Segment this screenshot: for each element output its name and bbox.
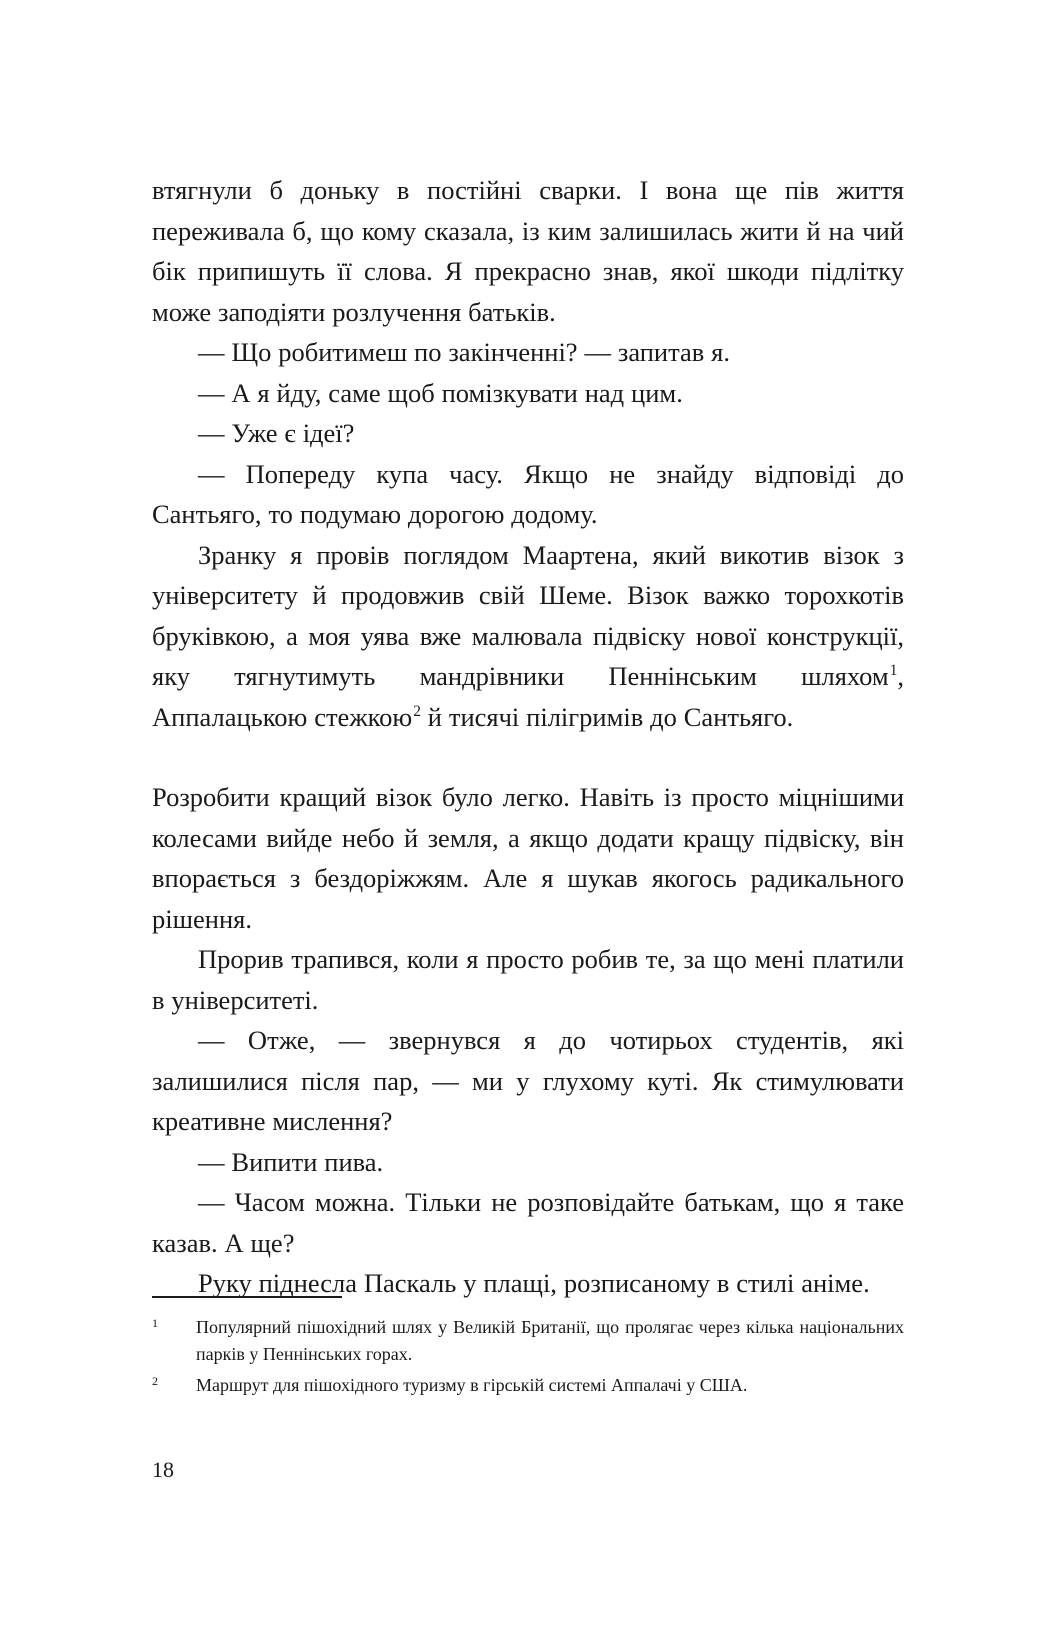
footnote-item (152, 1314, 904, 1368)
dialogue-line: — А я йду, саме щоб помізкувати над цим. (198, 377, 683, 408)
footnote-marker-1: 1 (152, 1316, 158, 1330)
footnote-ref-1[interactable]: 1 (889, 662, 898, 680)
footnote-separator-rule (152, 1296, 342, 1298)
footnote-text: Маршрут для пішохідного туризму в гірській системі Аппалачі у США. (196, 1375, 748, 1395)
dialogue-line: — Що робитимеш по закінченні? — запитав я. (198, 337, 730, 367)
footnote-text: Популярний пішохідний шлях у Великій Британії, що пролягає через кілька національних парків у Пеннінських горах. (196, 1317, 904, 1364)
dialogue-line: — Часом можна. Тільки не розповідайте батькам, що я таке казав. А ще? (152, 1187, 904, 1258)
footnote-area (152, 1296, 904, 1403)
paragraph-continuation: втягнули б доньку в постійні сварки. І вона ще пів життя переживала б, що кому сказала, із ким залишилась жити й на чий бік припишуть її слова. Я прекрасно знав, якої шкоди підлітку може заподіяти розлучення батьків. (152, 175, 904, 327)
paragraph-text-segment: Зранку я провів поглядом Маартена, який викотив візок з університету й продовжив свій Шеме. Візок важко торохкотів бруківкою, а моя уява вже малювала підвіску нової конструкції, яку тягнутимуть мандрівники Пеннінським шляхом (152, 539, 904, 691)
dialogue-line: — Попереду купа часу. Якщо не знайду відповіді до Сантьяго, то подумаю дорогою додому. (152, 458, 904, 529)
page-number: 18 (152, 1457, 174, 1482)
footnote-item (152, 1372, 904, 1399)
section-paragraph: Розробити кращий візок було легко. Навіть із просто міцнішими колесами вийде небо й земля, а якщо додати кращу підвіску, він впорається з бездоріжжям. Але я шукав якогось радикального рішення. (152, 782, 904, 934)
paragraph: Руку піднесла Паскаль у плащі, розписаному в стилі аніме. (198, 1268, 870, 1298)
footnote-marker-2: 2 (152, 1374, 158, 1388)
dialogue-line: — Отже, — звернувся я до чотирьох студентів, які залишилися після пар, — ми у глухому куті. Як стимулювати креативне мислення? (152, 1025, 904, 1136)
dialogue-line: — Уже є ідеї? (198, 418, 355, 448)
paragraph: Прорив трапився, коли я просто робив те, за що мені платили в університеті. (152, 944, 904, 1015)
page-body (152, 170, 904, 1304)
dialogue-line: — Випити пива. (198, 1146, 384, 1177)
footnote-ref-2[interactable]: 2 (413, 702, 421, 720)
paragraph-text-segment: й тисячі пілігримів до Сантьяго. (420, 701, 794, 732)
paragraph-text-segment: , Аппалацькою стежкою (152, 661, 904, 732)
paragraph-with-footnote-refs (152, 535, 904, 738)
